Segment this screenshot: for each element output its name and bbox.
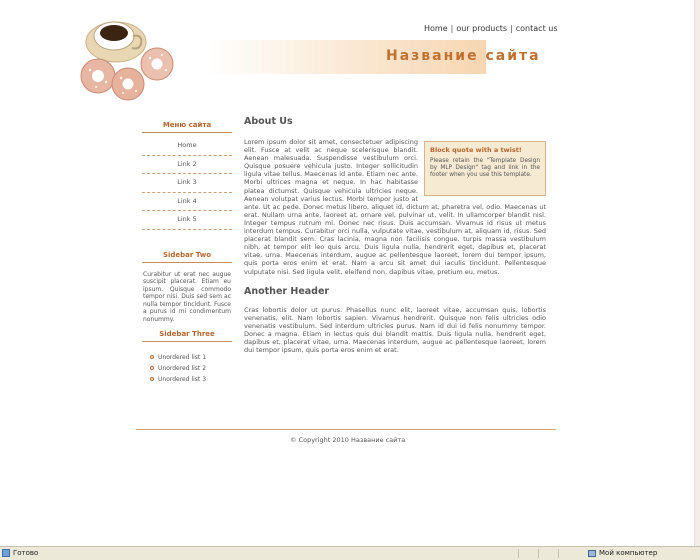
another-paragraph: Cras lobortis dolor ut purus. Phasellus nunc elit, laoreet vitae, accumsan quis, lobortis venenatis, elit. Nam lobortis sapien. Vivamus hendrerit. Quisque non felis ultricies odio venenatis vestibulum. Sed interdum ultricies purus. Nam id dui id felis nonummy tempor. Donec a magna. Etiam in lectus quis dui blandit mattis. Duis ligula nulla, hendrerit eget, dapibus et, placerat vitae, urna. Maecenas interdum, augue ac pellentesque laoreet, lorem dui tempor ipsum, quis porta eros enim et erat.	[244, 305, 546, 355]
sidebar-two-text: Curabitur ut erat nec augue suscipit placerat. Etiam eu ipsum. Quisque commodo tempor nisi. Duis sed sem ac nulla tempor tincidunt. Fusce a purus id mi condimentum nonummy.	[143, 270, 231, 323]
vertical-scrollbar[interactable]	[694, 0, 700, 546]
list-item[interactable]	[150, 374, 232, 385]
sidebar-menu-title: Меню сайта	[162, 121, 212, 129]
top-navigation	[424, 24, 557, 33]
list-item-label: Unordered list 3	[158, 375, 207, 383]
sidebar-item-link-2[interactable]: Link 2	[142, 156, 232, 175]
status-cell	[558, 549, 576, 558]
block-quote-text: Please retain the "Template Design by MLP Design" tag and link in the footer when you use this template.	[430, 158, 540, 179]
main-content	[244, 116, 546, 354]
sidebar	[142, 118, 232, 385]
bullet-icon	[150, 377, 154, 381]
page-icon	[2, 549, 10, 557]
sidebar-item-home[interactable]: Home	[142, 137, 232, 156]
site-title: Название сайта	[386, 48, 541, 64]
sidebar-divider	[142, 341, 232, 342]
nav-separator: |	[510, 24, 513, 33]
coffee-donuts-logo-image	[76, 8, 184, 104]
bullet-icon	[150, 366, 154, 370]
about-text: Lorem ipsum dolor sit amet, consectetuer adipiscing elit. Fusce at velit ac neque scelerisque blandit. Aenean malesuada. Suspendisse vestibulum orci. Quisque posuere vehicula justo. Integer sollicitudin ligula vitae tellus. Maecenas id ante. Etiam nec ante. Morbi ultrices magna et neque. In hac habitasse platea dictumst. Quisque vehicula ultricies neque. Aenean volutpat varius lectus. Morbi tempor justo at ante. Ut ac pede. Donec metus libero, aliquet id, dictum at, pharetra vel, odio. Maecenas ut erat. Nullam urna ante, laoreet at, ornare vel, pulvinar ut, velit. In ullamcorper blandit nisl. Integer tempus rutrum mi. Donec nec risus. Duis accumsan. Vivamus id risus ut metus interdum tempus. Curabitur orci nulla, vulputate vitae, vestibulum at, aliquam id, risus. Sed placerat blandit sem. Cras lacinia, magna non facilisis congue, turpis massa vestibulum nibh, at tempor elit leo quis arcu. Duis ligula nulla, hendrerit eget, dapibus et, placerat vitae, urna. Maecenas interdum, augue ac pellentesque laoreet, lorem dui tempor ipsum, quis porta eros enim et erat. Nam a arcu sit amet dui iaculis tincidunt. Pellentesque vulputate nisi. Sed ligula velit, eleifend non, dapibus vitae, pretium eu, metus.	[244, 138, 546, 276]
nav-link-products[interactable]: our products	[456, 24, 508, 33]
status-text: Готово	[13, 549, 39, 557]
nav-separator: |	[450, 24, 454, 33]
sidebar-three-title: Sidebar Three	[159, 329, 215, 338]
status-zone-text: Мой компьютер	[599, 549, 658, 557]
browser-status-bar	[0, 546, 700, 560]
status-cell	[538, 549, 556, 558]
about-heading: About Us	[244, 116, 293, 127]
sidebar-divider	[142, 132, 232, 133]
list-item-label: Unordered list 2	[158, 364, 207, 372]
sidebar-two-title: Sidebar Two	[162, 250, 212, 259]
list-item-label: Unordered list 1	[158, 353, 207, 361]
block-quote-title: Block quote with a twist!	[430, 146, 522, 154]
sidebar-item-link-4[interactable]: Link 4	[142, 193, 232, 212]
another-heading: Another Header	[244, 285, 330, 297]
sidebar-item-link-3[interactable]: Link 3	[142, 174, 232, 193]
list-item[interactable]	[150, 363, 232, 374]
status-zone	[588, 549, 657, 557]
sidebar-menu	[142, 137, 232, 230]
bullet-icon	[150, 355, 154, 359]
nav-link-contact[interactable]: contact us	[515, 24, 558, 33]
block-quote	[424, 141, 546, 196]
status-ready	[2, 549, 38, 557]
sidebar-divider	[142, 262, 232, 263]
footer-divider	[136, 429, 556, 430]
sidebar-two	[142, 248, 232, 323]
nav-link-home[interactable]: Home	[424, 24, 448, 33]
computer-icon	[588, 550, 596, 557]
about-paragraph	[244, 138, 546, 276]
list-item[interactable]	[150, 352, 232, 363]
sidebar-unordered-list	[142, 346, 232, 385]
sidebar-item-link-5[interactable]: Link 5	[142, 211, 232, 230]
sidebar-three	[142, 327, 232, 385]
footer-copyright: © Copyright 2010 Название сайта	[290, 436, 406, 444]
status-cell	[518, 549, 536, 558]
